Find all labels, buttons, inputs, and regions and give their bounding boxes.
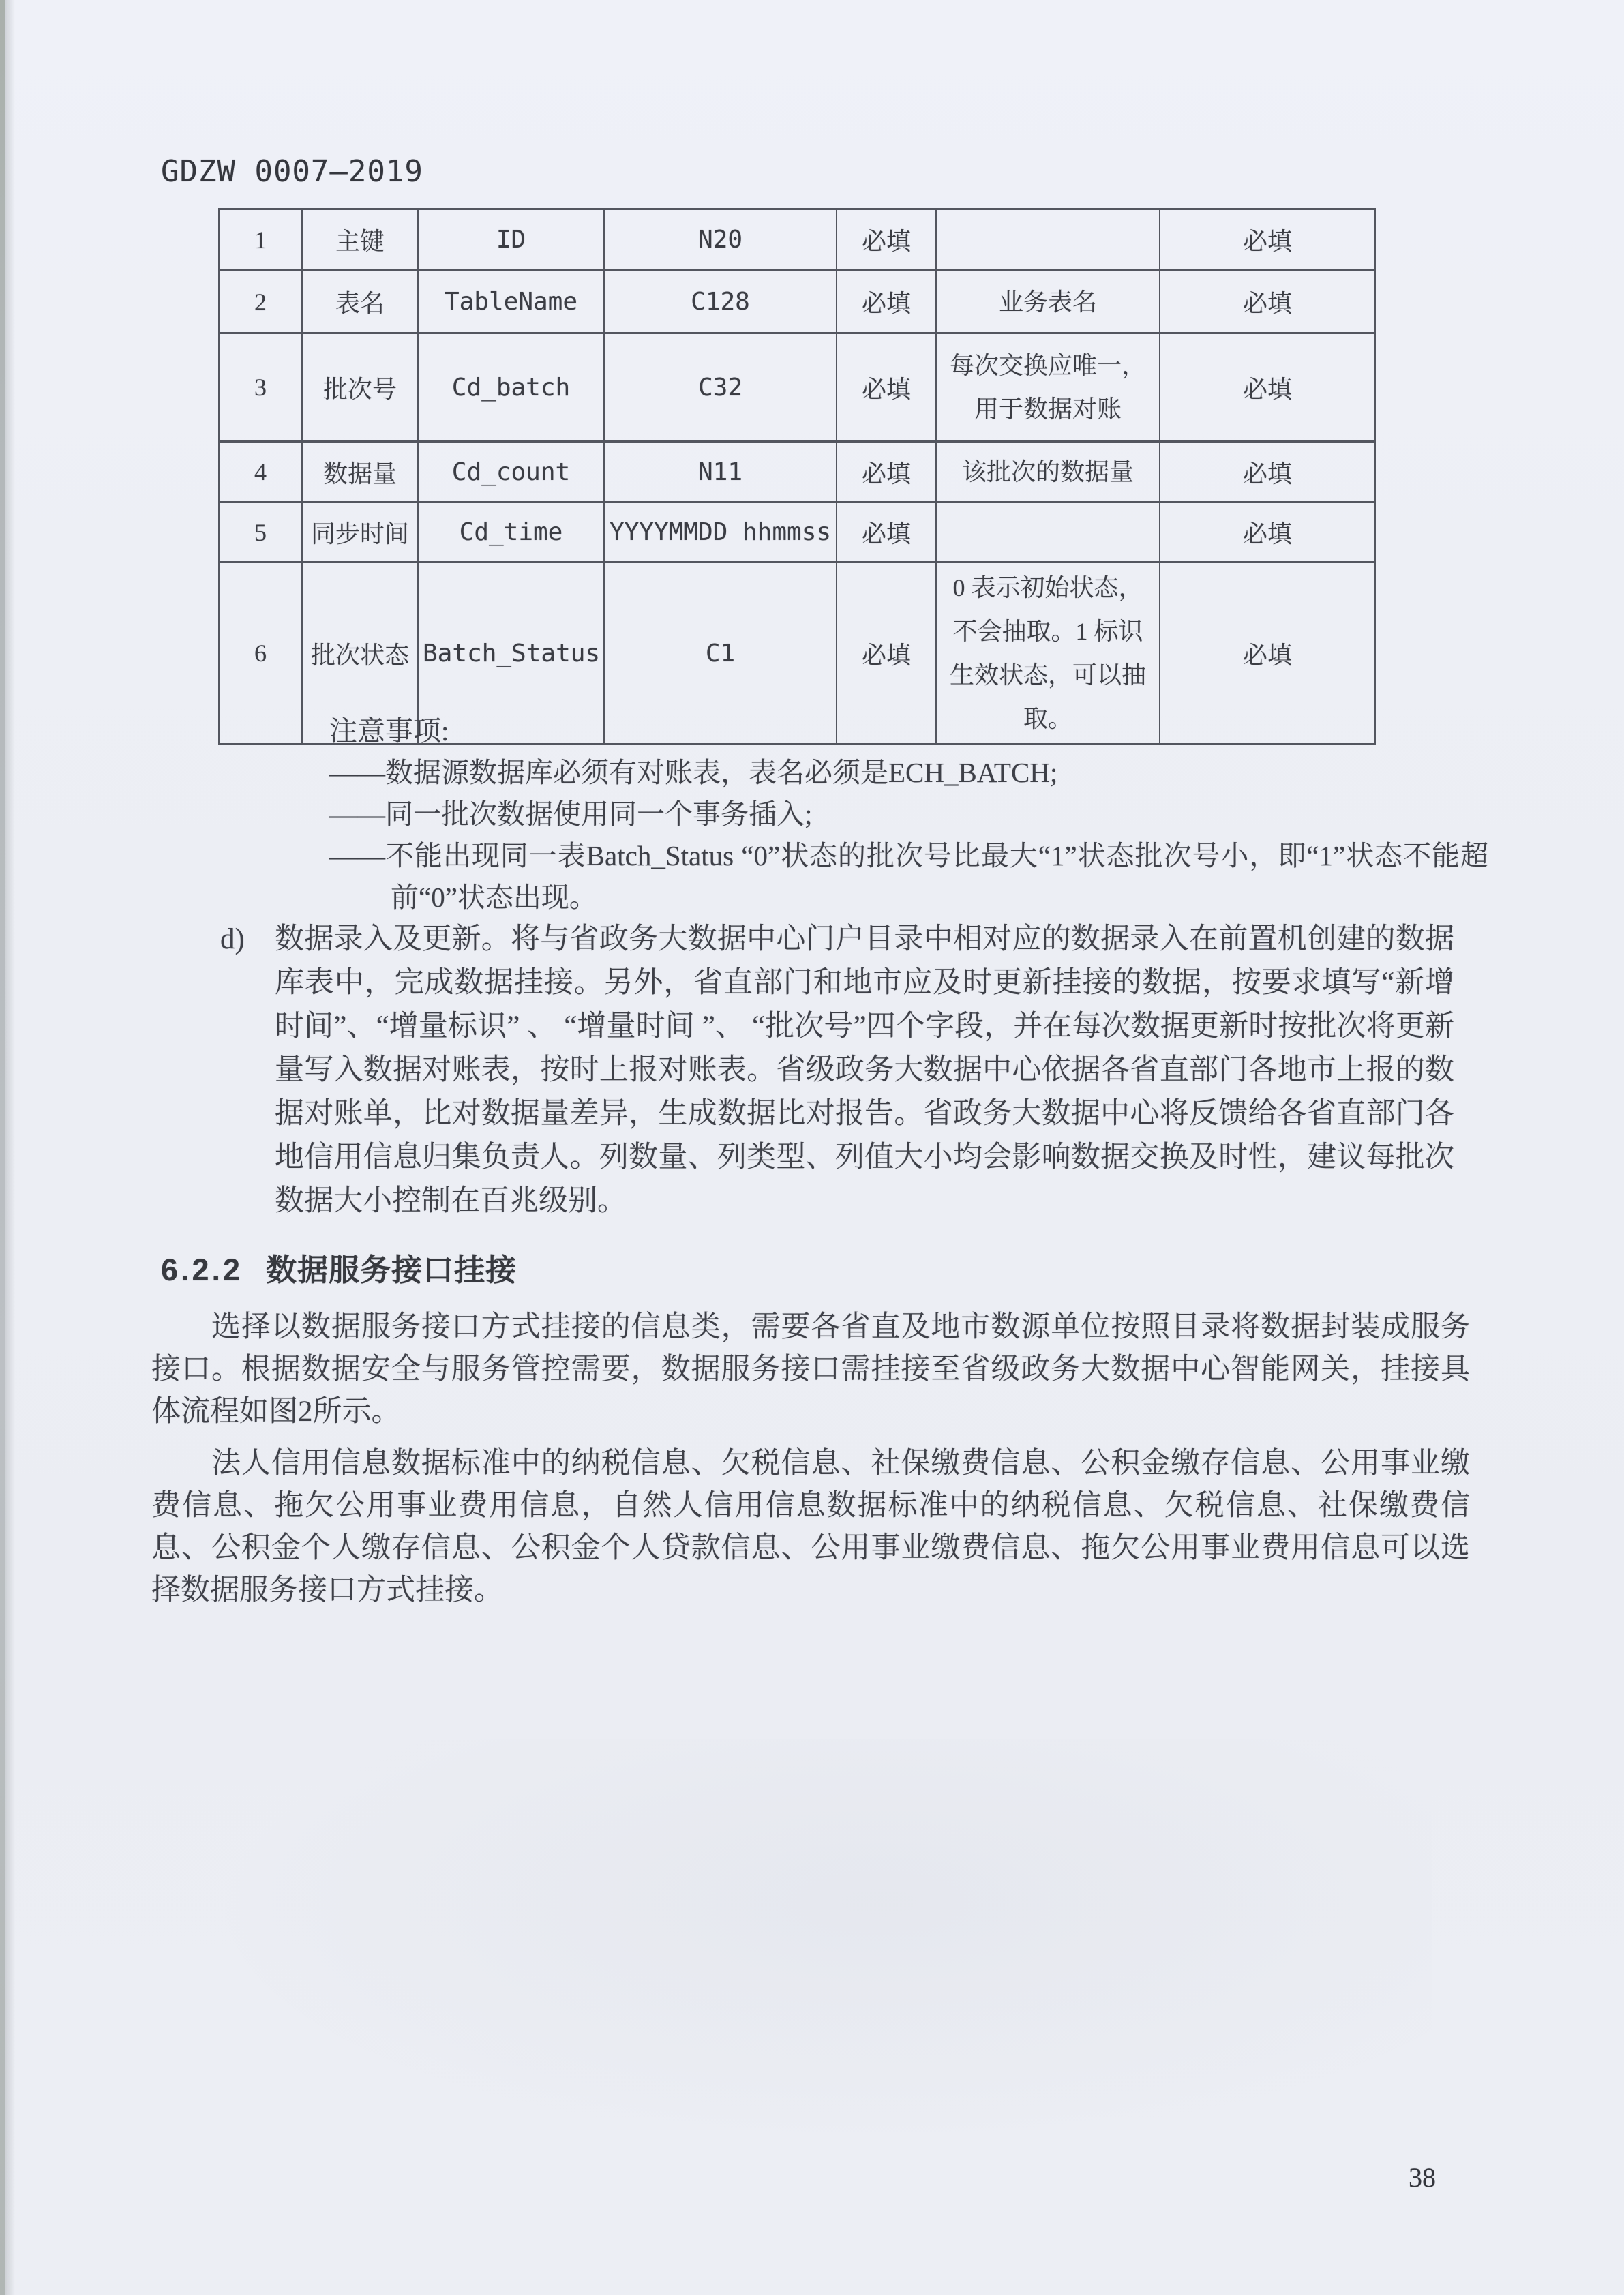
cell-type: C1: [604, 562, 837, 745]
cell-required: 必填: [837, 562, 936, 745]
cell-required: 必填: [837, 502, 936, 562]
cell-field-code: Cd_count: [418, 442, 604, 502]
note-item: ——数据源数据库必须有对账表，表名必须是ECH_BATCH;: [329, 757, 1058, 788]
cell-seq: 2: [219, 271, 302, 333]
doc-code: GDZW 0007—2019: [161, 154, 423, 189]
body-paragraph: 法人信用信息数据标准中的纳税信息、欠税信息、社保缴费信息、公积金缴存信息、公用事业缴费信息、拖欠公用事业费用信息，自然人信用信息数据标准中的纳税信息、欠税信息、社保缴费信息、公积金个人缴存信息、公积金个人贷款信息、公用事业缴费信息、拖欠公用事业费用信息可以选择数据服务接口方式挂接。: [151, 1448, 1470, 1606]
scan-edge-left: [0, 0, 5, 2295]
note-item: ——不能出现同一表Batch_Status “0”状态的批次号比最大“1”状态批次号小，即“1”状态不能超前“0”状态出现。: [329, 840, 1488, 913]
cell-type: C32: [604, 333, 837, 442]
cell-seq: 5: [219, 502, 302, 562]
cell-description: [936, 209, 1160, 271]
notes-title: 注意事项:: [329, 715, 449, 747]
cell-required-2: 必填: [1160, 271, 1375, 333]
list-item-label: d): [220, 923, 245, 955]
cell-required: 必填: [837, 271, 936, 333]
cell-field-name: 批次号: [302, 333, 418, 442]
cell-type: N11: [604, 442, 837, 502]
body-paragraph: 选择以数据服务接口方式挂接的信息类，需要各省直及地市数源单位按照目录将数据封装成服务接口。根据数据安全与服务管控需要，数据服务接口需挂接至省级政务大数据中心智能网关，挂接具体流程如图2所示。: [151, 1311, 1470, 1428]
cell-description: 该批次的数据量: [936, 442, 1160, 502]
cell-seq: 3: [219, 333, 302, 442]
cell-field-name: 表名: [302, 271, 418, 333]
cell-description: [936, 502, 1160, 562]
cell-field-name: 同步时间: [302, 502, 418, 562]
cell-type: C128: [604, 271, 837, 333]
cell-type: N20: [604, 209, 837, 271]
cell-required-2: 必填: [1160, 442, 1375, 502]
table-row: [219, 209, 1375, 271]
notes-block: [329, 710, 1488, 918]
cell-field-name: 批次状态: [302, 562, 418, 745]
table-row: [219, 271, 1375, 333]
note-item: ——同一批次数据使用同一个事务插入;: [329, 798, 813, 830]
cell-required: 必填: [837, 442, 936, 502]
table-row: [219, 502, 1375, 562]
list-item-d: [220, 918, 1454, 1223]
cell-field-name: 主键: [302, 209, 418, 271]
cell-required: 必填: [837, 333, 936, 442]
cell-required-2: 必填: [1160, 209, 1375, 271]
cell-required-2: 必填: [1160, 562, 1375, 745]
section-number: 6.2.2: [161, 1252, 243, 1287]
section-title: 数据服务接口挂接: [266, 1252, 517, 1287]
cell-required-2: 必填: [1160, 333, 1375, 442]
cell-required: 必填: [837, 209, 936, 271]
page-number: 38: [1409, 2162, 1436, 2193]
cell-type: YYYYMMDD hhmmss: [604, 502, 837, 562]
cell-field-code: Cd_batch: [418, 333, 604, 442]
cell-seq: 4: [219, 442, 302, 502]
cell-required-2: 必填: [1160, 502, 1375, 562]
cell-seq: 1: [219, 209, 302, 271]
scan-edge-shadow: [5, 0, 15, 2295]
cell-seq: 6: [219, 562, 302, 745]
table-row: [219, 442, 1375, 502]
cell-description: 业务表名: [936, 271, 1160, 333]
cell-field-code: TableName: [418, 271, 604, 333]
section-heading: [161, 1245, 517, 1289]
cell-field-code: Cd_time: [418, 502, 604, 562]
cell-description: 每次交换应唯一，用于数据对账: [936, 333, 1160, 442]
batch-table: [218, 208, 1376, 745]
cell-field-code: Batch_Status: [418, 562, 604, 745]
cell-field-name: 数据量: [302, 442, 418, 502]
table-row: [219, 333, 1375, 442]
body-paragraphs: [151, 1306, 1470, 1612]
list-item-text: 数据录入及更新。将与省政务大数据中心门户目录中相对应的数据录入在前置机创建的数据库表中，完成数据挂接。另外，省直部门和地市应及时更新挂接的数据，按要求填写“新增时间”、“增量标识” 、 “增量时间 ”、 “批次号”四个字段，并在每次数据更新时按批次将更新量写入数据对账表，按时上报对账表。省级政务大数据中心依据各省直部门各地市上报的数据对账单，比对数据量差异，生成数据比对报告。省政务大数据中心将反馈给各省直部门各地信用信息归集负责人。列数量、列类型、列值大小均会影响数据交换及时性，建议每批次数据大小控制在百兆级别。: [275, 923, 1454, 1217]
cell-field-code: ID: [418, 209, 604, 271]
scan-bleed-artifact: [205, 1739, 1432, 2148]
cell-description: 0 表示初始状态，不会抽取。1 标识生效状态，可以抽取。: [936, 562, 1160, 745]
